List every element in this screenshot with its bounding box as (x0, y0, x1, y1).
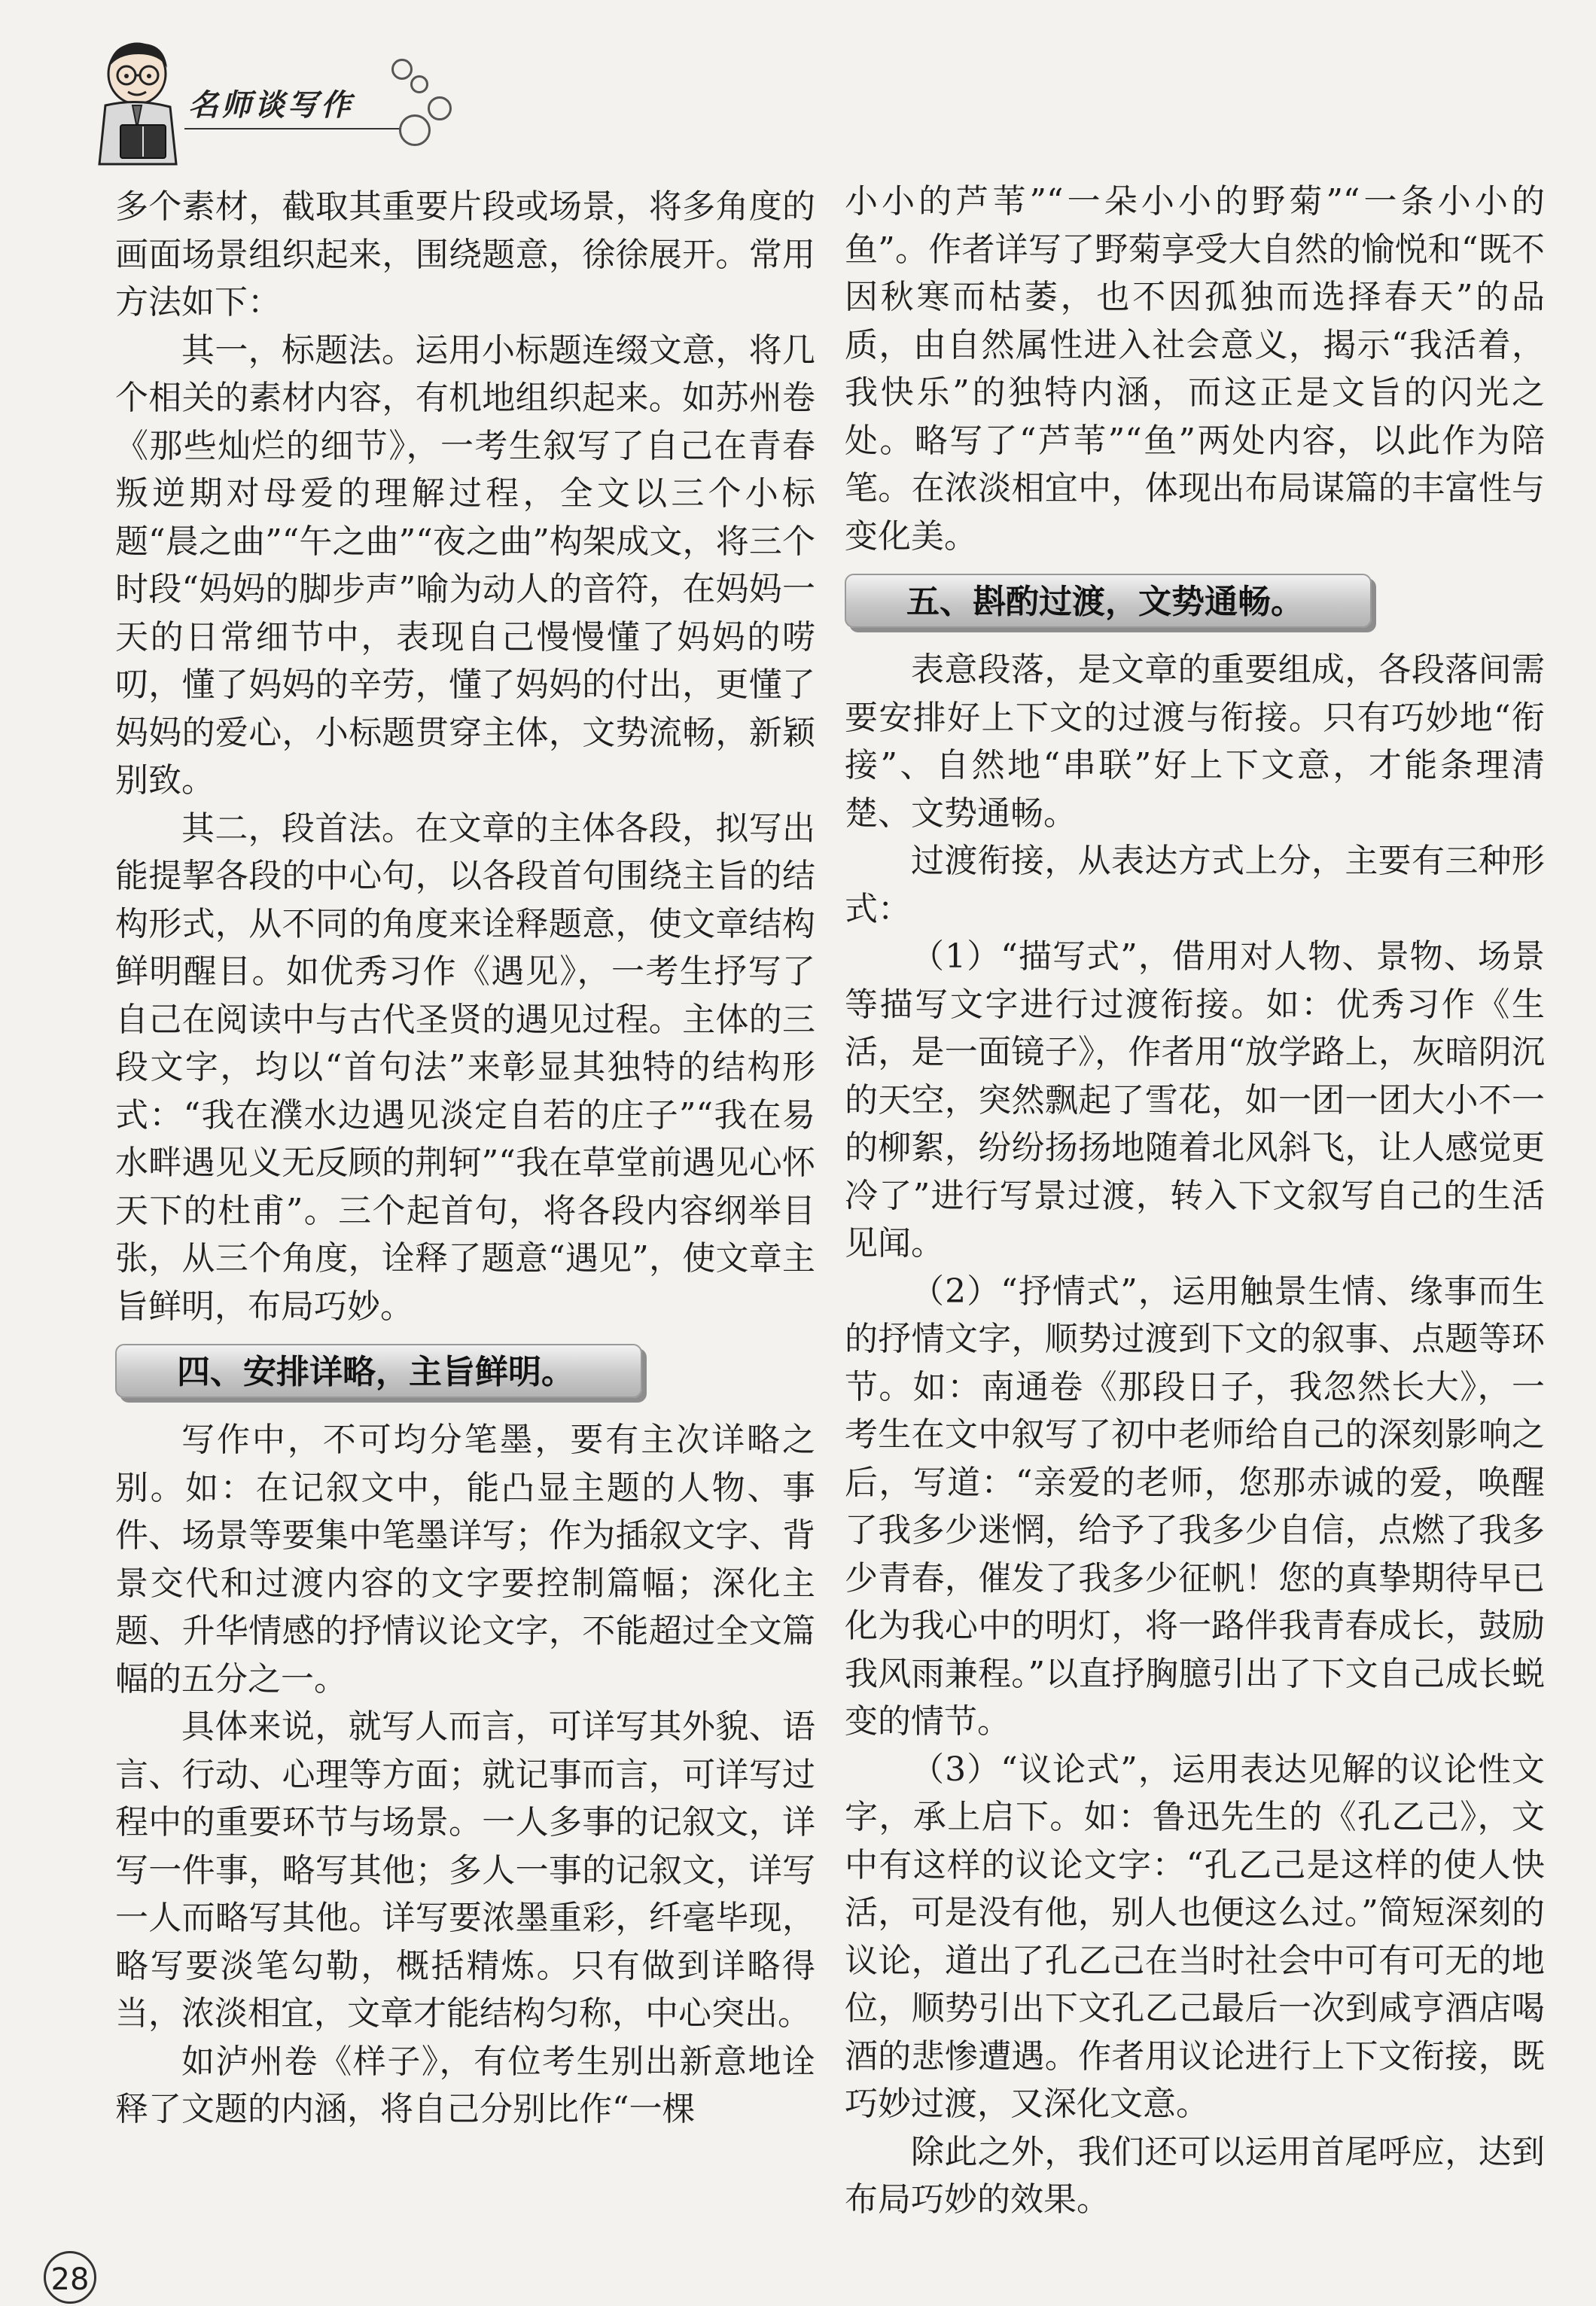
section-heading-4: 四、安排详略，主旨鲜明。 (115, 1344, 642, 1398)
teacher-mascot-icon (90, 38, 188, 166)
header-rule (184, 128, 410, 129)
paragraph: 其二，段首法。在文章的主体各段，拟写出能提挈各段的中心句，以各段首句围绕主旨的结构形式，从不同的角度来诠释题意，使文章结构鲜明醒目。如优秀习作《遇见》，一考生抒写了自己在阅读中与古代圣贤的遇见过程。主体的三段文字，均以“首句法”来彰显其独特的结构形式：“我在濮水边遇见淡定自若的庄子”“我在易水畔遇见义无反顾的荆轲”“我在草堂前遇见心怀天下的杜甫”。三个起首句，将各段内容纲举目张，从三个角度，诠释了题意“遇见”，使文章主旨鲜明，布局巧妙。 (115, 809, 815, 1326)
paragraph: 多个素材，截取其重要片段或场景，将多角度的画面场景组织起来，围绕题意，徐徐展开。常用方法如下： (115, 187, 815, 321)
header-title: 名师谈写作 (188, 88, 354, 123)
paragraph: 小小的芦苇”“一朵小小的野菊”“一条小小的鱼”。作者详写了野菊享受大自然的愉悦和“既不因秋寒而枯萎，也不因孤独而选择春天”的品质，由自然属性进入社会意义，揭示“我活着，我快乐”的独特内涵，而这正是文旨的闪光之处。略写了“芦苇”“鱼”两处内容，以此作为陪笔。在浓淡相宜中，体现出布局谋篇的丰富性与变化美。 (845, 182, 1545, 556)
page-header (0, 0, 1596, 181)
page-number: 28 (44, 2251, 96, 2304)
paragraph: 过渡衔接，从表达方式上分，主要有三种形式： (845, 842, 1545, 928)
section-heading-5: 五、斟酌过渡，文势通畅。 (845, 574, 1372, 628)
decorative-bubble-icon (410, 75, 428, 93)
paragraph: （1）“描写式”，借用对人物、景物、场景等描写文字进行过渡衔接。如：优秀习作《生活，是一面镜子》，作者用“放学路上，灰暗阴沉的天空，突然飘起了雪花，如一团一团大小不一的柳絮，纷纷扬扬地随着北风斜飞，让人感觉更冷了”进行写景过渡，转入下文叙写自己的生活见闻。 (845, 937, 1545, 1263)
decorative-bubble-icon (399, 114, 431, 146)
right-column (845, 178, 1545, 2224)
paragraph: 其一，标题法。运用小标题连缀文意，将几个相关的素材内容，有机地组织起来。如苏州卷《那些灿烂的细节》，一考生叙写了自己在青春叛逆期对母爱的理解过程，全文以三个小标题“晨之曲”“午之曲”“夜之曲”构架成文，将三个时段“妈妈的脚步声”喻为动人的音符，在妈妈一天的日常细节中，表现自己慢慢懂了妈妈的唠叨，懂了妈妈的辛劳，懂了妈妈的付出，更懂了妈妈的爱心，小标题贯穿主体，文势流畅，新颖别致。 (115, 331, 815, 800)
decorative-bubble-icon (428, 96, 452, 120)
left-column (115, 183, 815, 2134)
paragraph: （2）“抒情式”，运用触景生情、缘事而生的抒情文字，顺势过渡到下文的叙事、点题等环节。如：南通卷《那段日子，我忽然长大》，一考生在文中叙写了初中老师给自己的深刻影响之后，写道：“亲爱的老师，您那赤诚的爱，唤醒了我多少迷惘，给予了我多少自信，点燃了我多少青春，催发了我多少征帆！您的真挚期待早已化为我心中的明灯，将一路伴我青春成长，鼓励我风雨兼程。”以直抒胸臆引出了下文自己成长蜕变的情节。 (845, 1272, 1545, 1741)
paragraph: 具体来说，就写人而言，可详写其外貌、语言、行动、心理等方面；就记事而言，可详写过程中的重要环节与场景。一人多事的记叙文，详写一件事，略写其他；多人一事的记叙文，详写一人而略写其他。详写要浓墨重彩，纤毫毕现，略写要淡笔勾勒，概括精炼。只有做到详略得当，浓淡相宜，文章才能结构匀称，中心突出。 (115, 1707, 815, 2033)
paragraph: 除此之外，我们还可以运用首尾呼应，达到布局巧妙的效果。 (845, 2132, 1545, 2219)
paragraph: 表意段落，是文章的重要组成，各段落间需要安排好上下文的过渡与衔接。只有巧妙地“衔接”、自然地“串联”好上下文意，才能条理清楚、文势通畅。 (845, 650, 1545, 833)
paragraph: （3）“议论式”，运用表达见解的议论性文字，承上启下。如：鲁迅先生的《孔乙己》，文中有这样的议论文字：“孔乙己是这样的使人快活，可是没有他，别人也便这么过。”简短深刻的议论，道出了孔乙己在当时社会中可有可无的地位，顺势引出下文孔乙己最后一次到咸亨酒店喝酒的悲惨遭遇。作者用议论进行上下文衔接，既巧妙过渡，又深化文意。 (845, 1750, 1545, 2123)
paragraph: 写作中，不可均分笔墨，要有主次详略之别。如：在记叙文中，能凸显主题的人物、事件、场景等要集中笔墨详写；作为插叙文字、背景交代和过渡内容的文字要控制篇幅；深化主题、升华情感的抒情议论文字，不能超过全文篇幅的五分之一。 (115, 1421, 815, 1698)
decorative-bubble-icon (391, 59, 413, 80)
paragraph: 如泸州卷《样子》，有位考生别出新意地诠释了文题的内涵，将自己分别比作“一棵 (115, 2042, 815, 2128)
